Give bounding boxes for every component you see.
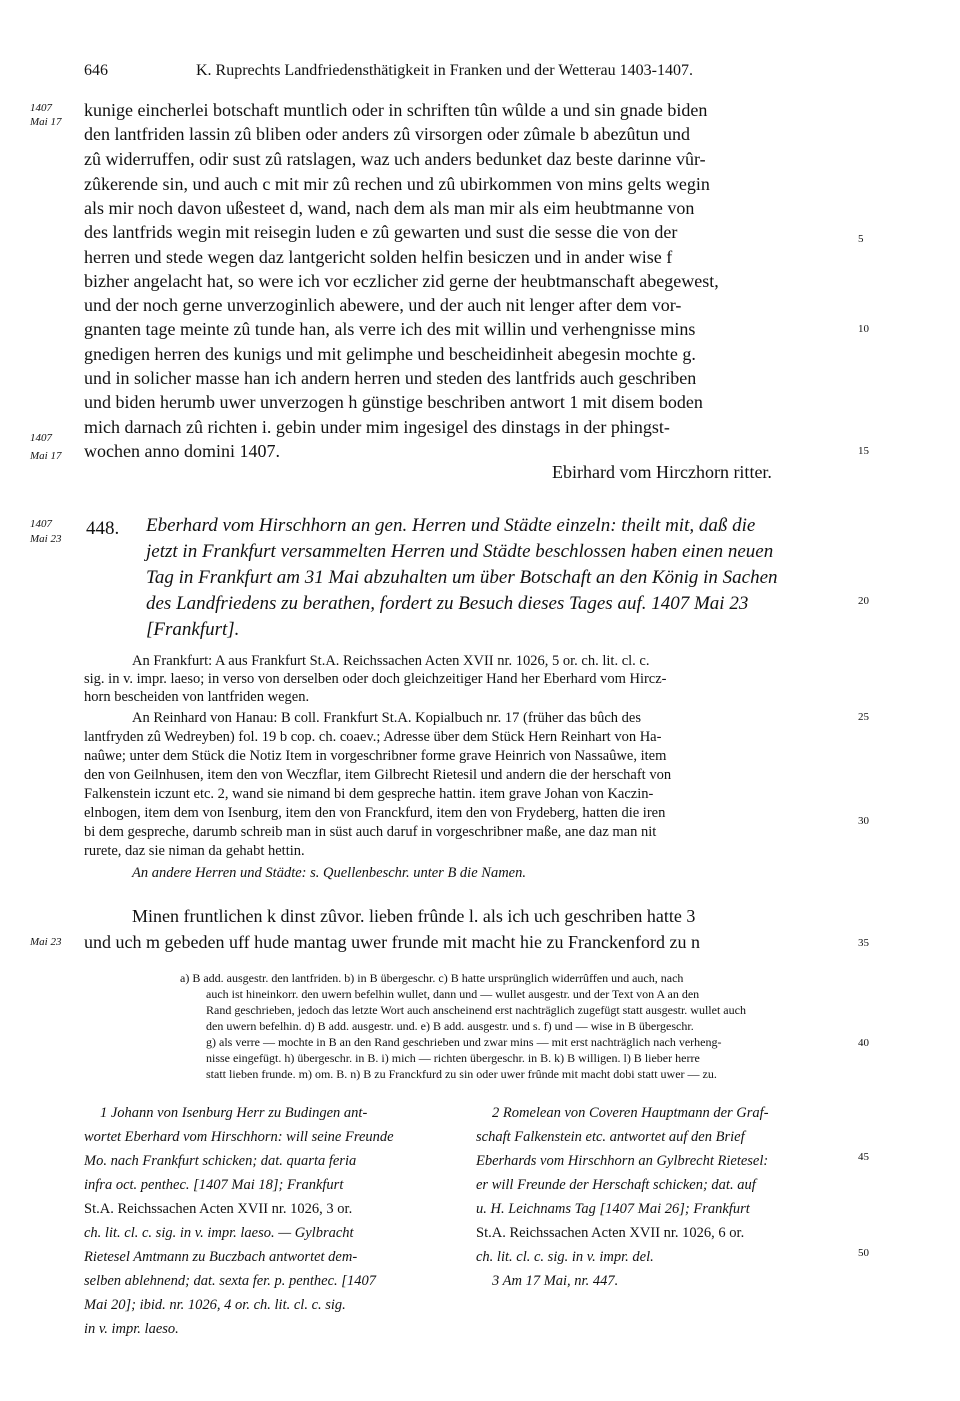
- variant-line: a) B add. ausgestr. den lantfriden. b) in B übergeschr. c) B hatte ursprünglich widerrûffen und auch, nach: [180, 971, 684, 985]
- line-number: 25: [858, 711, 869, 723]
- source-line: An Reinhard von Hanau: B coll. Frankfurt St.A. Kopialbuch nr. 17 (früher das bûch des: [132, 710, 642, 726]
- entry-heading: jetzt in Frankfurt versammelten Herren und Städte beschlossen haben einen neuen: [146, 541, 774, 562]
- entry-number: 448.: [86, 518, 120, 539]
- text-line: und biden herumb uwer unverzogen h günstige beschriben antwort 1 mit disem boden: [84, 392, 703, 412]
- text-line: und uch m gebeden uff hude mantag uwer frunde mit macht hie zu Franckenford zu n: [84, 932, 700, 952]
- line-number: 40: [858, 1037, 869, 1049]
- footnote-line: u. H. Leichnams Tag [1407 Mai 26]; Frankfurt: [476, 1201, 750, 1217]
- text-line: und in solicher masse han ich andern herren und steden des lantfrids auch geschriben: [84, 368, 697, 388]
- text-line: gnanten tage meinte zû tunde han, als verre ich des mit willin und verhengnisse mins: [84, 319, 696, 339]
- margin-date: Mai 17: [30, 116, 62, 128]
- text-line: zû widerruffen, odir sust zû ratslagen, waz uch anders bedunket daz beste darinne vûr-: [84, 149, 706, 169]
- source-line: naûwe; unter dem Stück die Notiz Item in vorgeschribner forme grave Heinrich von Nassaûwe, item: [84, 748, 667, 764]
- variant-line: Rand geschrieben, jedoch das letzte Wort auch anscheinend erst nachträglich zugefügt statt ausgestr. wullet auch: [206, 1003, 746, 1017]
- source-line: elnbogen, item dem von Isenburg, item den von Franckfurd, item den von Frydeberg, hatten die iren: [84, 805, 666, 821]
- footnote-line: wortet Eberhard vom Hirschhorn: will seine Freunde: [84, 1129, 394, 1145]
- footnote-line: infra oct. penthec. [1407 Mai 18]; Frankfurt: [84, 1177, 344, 1193]
- margin-year: 1407: [30, 432, 52, 444]
- source-line: den von Geilnhusen, item den von Weczflar, item Gilbrecht Rietesil und andern die der herschaft von: [84, 767, 672, 783]
- signature: Ebirhard vom Hirczhorn ritter.: [552, 462, 772, 482]
- line-number: 15: [858, 445, 869, 457]
- line-number: 20: [858, 595, 869, 607]
- variant-line: den uwern befelhin. d) B add. ausgestr. und. e) B add. ausgestr. und s. f) und — wise in B übergeschr.: [206, 1019, 694, 1033]
- text-line: mich darnach zû richten i. gebin under mim ingesigel des dinstags in der phingst-: [84, 417, 670, 437]
- text-line: zûkerende sin, und auch c mit mir zû rechen und zû ubirkommen von mins gelts wegin: [84, 174, 710, 194]
- source-line: sig. in v. impr. laeso; in verso von derselben oder doch gleichzeitiger Hand her Eberhard vom Hircz-: [84, 671, 667, 687]
- variant-line: auch ist hineinkorr. den uwern befelhin wullet, dann und — wullet ausgestr. und der Text von A an den: [206, 987, 700, 1001]
- variant-line: statt lieben frunde. m) om. B. n) B zu Franckfurd zu sin oder uwer frûnde mit macht dobi statt uwer — zu.: [206, 1067, 717, 1081]
- source-line: horn bescheiden von lantfriden wegen.: [84, 689, 310, 705]
- line-number: 5: [858, 233, 864, 245]
- page-number: 646: [84, 62, 108, 79]
- text-line: des lantfrids wegin mit reisegin luden e zû gewarten und sust die sesse die von der: [84, 222, 678, 242]
- footnote-line: selben ablehnend; dat. sexta fer. p. penthec. [1407: [84, 1273, 376, 1289]
- footnote-line: 3 Am 17 Mai, nr. 447.: [492, 1273, 619, 1289]
- margin-date: Mai 23: [30, 533, 62, 545]
- text-line: kunige eincherlei botschaft muntlich oder in schriften tûn wûlde a und sin gnade biden: [84, 100, 708, 120]
- margin-date: Mai 23: [30, 936, 62, 948]
- entry-heading: Eberhard vom Hirschhorn an gen. Herren und Städte einzeln: theilt mit, daß die: [146, 515, 756, 536]
- source-line: An andere Herren und Städte: s. Quellenbeschr. unter B die Namen.: [132, 865, 526, 881]
- footnote-line: Mai 20]; ibid. nr. 1026, 4 or. ch. lit. cl. c. sig.: [84, 1297, 346, 1313]
- line-number: 10: [858, 323, 869, 335]
- footnote-line: in v. impr. laeso.: [84, 1321, 179, 1337]
- text-line: bizher angelacht hat, so were ich vor eczlicher zid gerne der heubtmanschaft abegewest,: [84, 271, 719, 291]
- line-number: 45: [858, 1151, 869, 1163]
- line-number: 50: [858, 1247, 869, 1259]
- running-title: K. Ruprechts Landfriedensthätigkeit in Franken und der Wetterau 1403-1407.: [196, 62, 693, 79]
- text-line: den lantfriden lassin zû bliben oder anders zû virsorgen oder zûmale b abezûtun und: [84, 124, 690, 144]
- text-line: wochen anno domini 1407.: [84, 441, 280, 461]
- source-line: rurete, daz sie niman da gehabt hettin.: [84, 843, 305, 859]
- variant-line: nisse eingefügt. h) übergeschr. in B. i) mich — richten übergeschr. in B. k) B willigen. l) B lieber herre: [206, 1051, 700, 1065]
- footnote-line: ch. lit. cl. c. sig. in v. impr. del.: [476, 1249, 654, 1265]
- line-number: 30: [858, 815, 869, 827]
- margin-year: 1407: [30, 102, 52, 114]
- footnote-line: Mo. nach Frankfurt schicken; dat. quarta feria: [84, 1153, 357, 1169]
- footnote-line: St.A. Reichssachen Acten XVII nr. 1026, 3 or.: [84, 1201, 353, 1217]
- source-line: lantfryden zû Wedreyben) fol. 19 b cop. ch. coaev.; Adresse über dem Stück Hern Reinhart von Ha-: [84, 729, 662, 745]
- text-line: als mir noch davon ußesteet d, wand, nach dem als man mir als eim heubtmanne von: [84, 198, 695, 218]
- footnote-line: er will Freunde der Herschaft schicken; dat. auf: [476, 1177, 756, 1193]
- footnote-line: Eberhards vom Hirschhorn an Gylbrecht Rietesel:: [476, 1153, 769, 1169]
- margin-date: Mai 17: [30, 450, 62, 462]
- footnote-line: schaft Falkenstein etc. antwortet auf den Brief: [476, 1129, 745, 1145]
- text-line: und der noch gerne unverzoginlich abewere, und der auch nit lenger after dem vor-: [84, 295, 682, 315]
- entry-heading: Tag in Frankfurt am 31 Mai abzuhalten um über Botschaft an den König in Sachen: [146, 567, 778, 588]
- source-line: bi dem gespreche, darumb schreib man in süst auch daruf in vorgeschribner maße, ane daz man nit: [84, 824, 657, 840]
- variant-line: g) als verre — mochte in B an den Rand geschrieben und zwar mins — mit erst nachträglich nach verheng-: [206, 1035, 722, 1049]
- text-line: herren und stede wegen daz lantgericht solden helfin besiczen und in ander wise f: [84, 247, 673, 267]
- line-number: 35: [858, 937, 869, 949]
- entry-heading: des Landfriedens zu berathen, fordert zu Besuch dieses Tages auf. 1407 Mai 23: [146, 593, 749, 614]
- footnote-line: Rietesel Amtmann zu Buczbach antwortet dem-: [84, 1249, 358, 1265]
- footnote-line: St.A. Reichssachen Acten XVII nr. 1026, 6 or.: [476, 1225, 745, 1241]
- margin-year: 1407: [30, 518, 52, 530]
- footnote-line: 1 Johann von Isenburg Herr zu Budingen ant-: [100, 1105, 368, 1121]
- footnote-line: ch. lit. cl. c. sig. in v. impr. laeso. — Gylbracht: [84, 1225, 354, 1241]
- text-line: Minen fruntlichen k dinst zûvor. lieben frûnde l. als ich uch geschriben hatte 3: [132, 906, 696, 926]
- source-line: Falkenstein iczunt etc. 2, wand sie nimand bi dem gespreche hattin. item grave Johan von Kaczin-: [84, 786, 654, 802]
- source-line: An Frankfurt: A aus Frankfurt St.A. Reichssachen Acten XVII nr. 1026, 5 or. ch. lit. cl. c.: [132, 653, 650, 669]
- entry-heading: [Frankfurt].: [146, 619, 240, 640]
- text-line: gnedigen herren des kunigs und mit gelimphe und bescheidinheit abegesin mochte g.: [84, 344, 696, 364]
- footnote-line: 2 Romelean von Coveren Hauptmann der Graf-: [492, 1105, 769, 1121]
